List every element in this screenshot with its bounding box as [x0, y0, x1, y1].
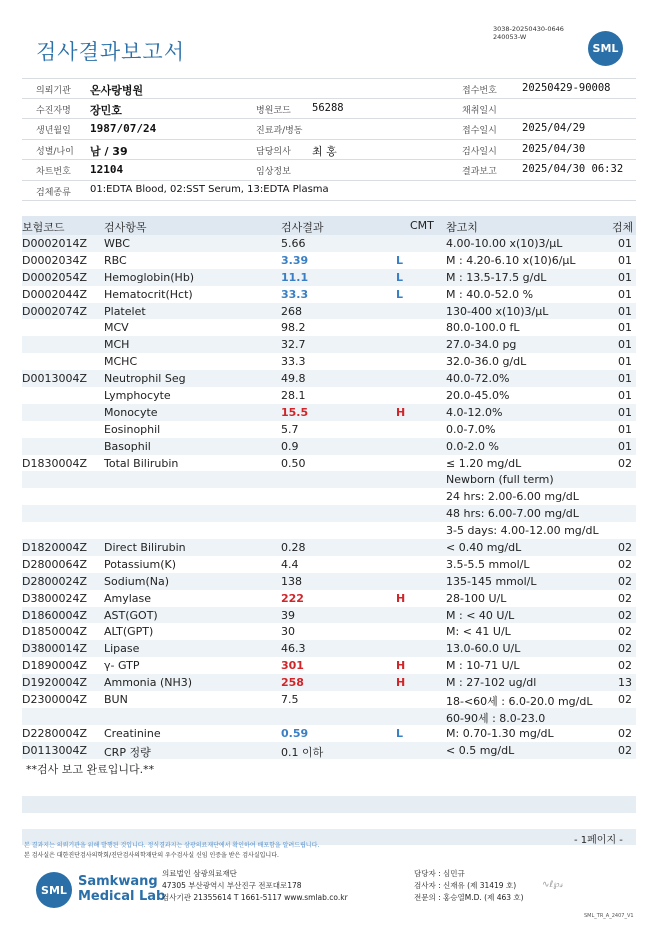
cell-test-name: Platelet [104, 304, 146, 318]
results-table [22, 216, 636, 776]
receipt-date-label: 접수일시 [462, 126, 497, 136]
footer-address [162, 868, 348, 904]
patient-label: 수진자명 [36, 105, 71, 116]
test-date-value: 2025/04/30 [522, 142, 586, 155]
brand-line2: Medical Lab [78, 889, 166, 904]
notice-line2: 본 검사실은 대한진단검사의학회/진단검사의학재단의 우수검사실 신임 인증을 받은 검사실입니다. [24, 852, 279, 859]
cell-code: D2300004Z [22, 693, 87, 707]
cell-flag: H [396, 405, 406, 419]
cell-reference: 28-100 U/L [446, 591, 507, 605]
header-name: 검사항목 [104, 221, 147, 234]
cell-result: 49.8 [281, 372, 306, 386]
cell-reference: 135-145 mmol/L [446, 574, 537, 588]
cell-specimen: 01 [618, 287, 632, 301]
cell-specimen: 02 [618, 625, 632, 639]
cell-specimen: 01 [618, 237, 632, 250]
hospital-label: 의뢰기관 [36, 86, 71, 96]
dept-label: 진료과/병동 [256, 126, 303, 136]
cell-specimen: 02 [618, 591, 632, 605]
cell-specimen: 01 [618, 372, 632, 386]
cell-reference: 20.0-45.0% [446, 389, 510, 403]
cell-specimen: 01 [618, 253, 632, 267]
birth-value: 1987/07/24 [90, 122, 157, 135]
table-row [22, 640, 636, 657]
cell-test-name: Creatinine [104, 726, 161, 740]
cell-code: D2800024Z [22, 574, 87, 588]
cell-code: D1820004Z [22, 541, 87, 555]
cell-reference: 130-400 x(10)3/μL [446, 304, 549, 318]
cell-code: D0002054Z [22, 270, 87, 284]
cell-specimen: 13 [618, 676, 632, 690]
cell-reference: 40.0-72.0% [446, 372, 510, 386]
cell-result: 258 [281, 676, 304, 690]
specimen-label: 검체종류 [36, 187, 71, 198]
cell-test-name: AST(GOT) [104, 608, 158, 622]
cell-test-name: Lymphocyte [104, 389, 171, 403]
table-row [22, 421, 636, 438]
cell-result: 98.2 [281, 321, 306, 335]
cell-result: 39 [281, 608, 295, 622]
header-cmt: CMT [410, 219, 434, 232]
cell-result: 28.1 [281, 389, 306, 403]
cell-test-name: Eosinophil [104, 422, 161, 436]
table-row [22, 759, 636, 776]
cell-reference: 4.00-10.00 x(10)3/μL [446, 237, 563, 250]
cell-code: D1920004Z [22, 676, 87, 690]
cell-code: D1860004Z [22, 608, 87, 622]
cell-reference: 13.0-60.0 U/L [446, 642, 521, 656]
cell-specimen: 01 [618, 270, 632, 284]
hospital-value: 온사랑병원 [90, 84, 144, 97]
cell-test-name: ALT(GPT) [104, 625, 154, 639]
cell-code: **검사 보고 완료입니다.** [26, 762, 155, 776]
table-row [22, 286, 636, 303]
cell-code: D1890004Z [22, 659, 87, 673]
cell-result: 33.3 [281, 287, 309, 301]
report-time-label: 결과보고 [462, 167, 497, 177]
cell-code: D0013004Z [22, 372, 87, 386]
document-code [493, 25, 564, 41]
cell-specimen: 02 [618, 659, 632, 673]
staff-line2: 검사자 : 신재유 (제 31419 호) [414, 881, 517, 890]
cell-reference: M : 27-102 ug/dl [446, 676, 537, 690]
footer-brand [78, 874, 165, 904]
footer-staff [414, 868, 524, 904]
cell-flag: H [396, 659, 406, 673]
specimen-value: 01:EDTA Blood, 02:SST Serum, 13:EDTA Plasma [90, 183, 329, 195]
table-row [22, 404, 636, 421]
cell-specimen: 01 [618, 439, 632, 453]
cell-result: 0.1 이하 [281, 745, 324, 759]
cell-test-name: Lipase [104, 642, 140, 656]
hospital-code-value: 56288 [312, 101, 344, 114]
cell-reference: M: < 41 U/L [446, 625, 511, 639]
staff-line1: 담당자 : 심민규 [414, 869, 465, 878]
table-row [22, 539, 636, 556]
table-row [22, 488, 636, 505]
cell-test-name: Hematocrit(Hct) [104, 287, 193, 301]
header-spec: 검체 [612, 221, 634, 234]
header-ref: 참고치 [446, 221, 478, 234]
cell-flag: H [396, 591, 406, 605]
cell-result: 32.7 [281, 338, 306, 352]
table-row [22, 573, 636, 590]
cell-flag: L [396, 270, 404, 284]
cell-code: D0002034Z [22, 253, 87, 267]
table-row [22, 674, 636, 691]
footer-sml-logo [36, 872, 72, 908]
cell-reference: 4.0-12.0% [446, 405, 503, 419]
cell-test-name: RBC [104, 253, 127, 267]
cell-reference: 0.0-7.0% [446, 422, 496, 436]
info-row-specimen [22, 181, 636, 202]
cell-test-name: BUN [104, 693, 128, 707]
notice-line1: 본 결과지는 의뢰기관을 위해 발행된 것입니다. 정식결과지는 삼광의료재단에서 확인하여 배포함을 알려드립니다. [24, 842, 320, 849]
doctor-value: 최 홍 [312, 144, 337, 158]
cell-test-name: CRP 정량 [104, 745, 151, 759]
document-code-line1: 3038-20250430-0646 [493, 25, 564, 33]
table-row [22, 607, 636, 624]
table-row [22, 319, 636, 336]
cell-test-name: Hemoglobin(Hb) [104, 270, 195, 284]
cell-reference: M : 10-71 U/L [446, 659, 520, 673]
cell-specimen: 01 [618, 389, 632, 403]
cell-specimen: 02 [618, 456, 632, 470]
table-row [22, 471, 636, 488]
patient-value: 장민호 [90, 103, 122, 117]
cell-test-name: Total Bilirubin [104, 456, 179, 470]
cell-test-name: Basophil [104, 439, 151, 453]
table-row [22, 303, 636, 320]
cell-reference: Newborn (full term) [446, 473, 554, 487]
address-line2: 47305 부산광역시 부산진구 전포대로178 [162, 881, 302, 890]
cell-result: 0.50 [281, 456, 306, 470]
table-row [22, 336, 636, 353]
info-row-chart [22, 160, 636, 181]
cell-code: D0002044Z [22, 287, 87, 301]
cell-code: D3800014Z [22, 642, 87, 656]
cell-reference: 0.0-2.0 % [446, 439, 499, 453]
cell-code: D0113004Z [22, 743, 87, 757]
cell-test-name: Monocyte [104, 405, 158, 419]
cell-reference: 27.0-34.0 pg [446, 338, 517, 352]
cell-specimen: 02 [618, 557, 632, 571]
table-row [22, 387, 636, 404]
cell-specimen: 02 [618, 642, 632, 656]
table-row [22, 623, 636, 640]
cell-reference: M : 4.20-6.10 x(10)6/μL [446, 253, 576, 267]
chart-label: 차트번호 [36, 167, 71, 177]
cell-reference: M : 13.5-17.5 g/dL [446, 270, 547, 284]
cell-test-name: Amylase [104, 591, 152, 605]
cell-flag: L [396, 726, 404, 740]
cell-result: 222 [281, 591, 304, 605]
table-header [22, 216, 636, 235]
staff-line3: 전문의 : 홍승열M.D. (제 463 호) [414, 893, 524, 902]
cell-result: 5.7 [281, 422, 299, 436]
sml-logo-text: SML [592, 42, 619, 55]
info-row-birth [22, 119, 636, 140]
cell-result: 4.4 [281, 557, 299, 571]
table-row [22, 522, 636, 539]
report-time-value: 2025/04/30 06:32 [522, 163, 624, 175]
table-row [22, 455, 636, 472]
cell-flag: L [396, 253, 404, 267]
table-row [22, 691, 636, 708]
cell-reference: 60-90세 : 8.0-23.0 [446, 711, 546, 725]
cell-test-name: Neutrophil Seg [104, 372, 186, 386]
sml-logo [588, 31, 623, 66]
cell-test-name: Potassium(K) [104, 557, 177, 571]
cell-test-name: MCV [104, 321, 129, 335]
cell-specimen: 02 [618, 574, 632, 588]
cell-result: 0.9 [281, 439, 299, 453]
address-line3: 검사기관 21355614 T 1661-5117 www.smlab.co.kr [162, 893, 348, 902]
header-code: 보험코드 [22, 221, 65, 234]
birth-label: 생년월일 [36, 126, 71, 136]
cell-specimen: 01 [618, 355, 632, 369]
table-row [22, 235, 636, 252]
cell-specimen: 01 [618, 321, 632, 335]
hospital-code-label: 병원코드 [256, 105, 291, 116]
cell-specimen: 02 [618, 608, 632, 622]
patient-info [22, 78, 636, 201]
table-row [22, 438, 636, 455]
cell-reference: 3.5-5.5 mmol/L [446, 557, 530, 571]
sexage-label: 성별/나이 [36, 146, 74, 157]
cell-specimen: 01 [618, 422, 632, 436]
cell-reference: 18-<60세 : 6.0-20.0 mg/dL [446, 695, 593, 709]
table-row [22, 657, 636, 674]
clinical-label: 임상정보 [256, 167, 291, 177]
cell-code: D3800024Z [22, 591, 87, 605]
receipt-date-value: 2025/04/29 [522, 122, 586, 134]
cell-specimen: 02 [618, 693, 632, 707]
table-row [22, 708, 636, 725]
cell-specimen: 02 [618, 726, 632, 740]
receipt-no-label: 접수번호 [462, 86, 497, 96]
info-row-hospital [22, 78, 636, 99]
cell-result: 3.39 [281, 253, 309, 267]
cell-result: 138 [281, 574, 302, 588]
cell-code: D1830004Z [22, 456, 87, 470]
cell-result: 15.5 [281, 405, 309, 419]
cell-code: D0002014Z [22, 237, 87, 250]
cell-result: 7.5 [281, 693, 299, 707]
cell-result: 5.66 [281, 237, 306, 250]
table-row [22, 742, 636, 759]
cell-reference: < 0.5 mg/dL [446, 743, 515, 757]
cell-reference: < 0.40 mg/dL [446, 541, 522, 555]
cell-specimen: 01 [618, 405, 632, 419]
cell-test-name: MCHC [104, 355, 138, 369]
table-row [22, 252, 636, 269]
cell-result: 11.1 [281, 270, 309, 284]
cell-reference: M : < 40 U/L [446, 608, 515, 622]
table-body [22, 235, 636, 776]
cell-test-name: Direct Bilirubin [104, 541, 186, 555]
table-row [22, 269, 636, 286]
table-row [22, 556, 636, 573]
cell-reference: M: 0.70-1.30 mg/dL [446, 726, 554, 740]
cell-reference: 24 hrs: 2.00-6.00 mg/dL [446, 490, 579, 504]
address-line1: 의료법인 삼광의료재단 [162, 869, 237, 878]
report-notice [24, 841, 319, 861]
test-date-label: 검사일시 [462, 146, 497, 157]
table-row [22, 370, 636, 387]
cell-specimen: 02 [618, 743, 632, 757]
cell-result: 0.59 [281, 726, 309, 740]
cell-result: 268 [281, 304, 302, 318]
cell-result: 30 [281, 625, 295, 639]
cell-code: D0002074Z [22, 304, 87, 318]
sexage-value: 남 / 39 [90, 144, 128, 158]
info-row-sexage [22, 140, 636, 161]
brand-line1: Samkwang [78, 874, 158, 889]
table-row [22, 725, 636, 742]
footer-logo-text: SML [41, 883, 67, 897]
cell-code: D1850004Z [22, 625, 87, 639]
cell-reference: 48 hrs: 6.00-7.00 mg/dL [446, 507, 579, 521]
cell-reference: 3-5 days: 4.00-12.00 mg/dL [446, 524, 599, 538]
cell-test-name: Ammonia (NH3) [104, 676, 193, 690]
report-title: 검사결과보고서 [36, 40, 186, 64]
cell-specimen: 01 [618, 304, 632, 318]
cell-test-name: WBC [104, 237, 130, 250]
cell-specimen: 02 [618, 541, 632, 555]
empty-band [22, 796, 636, 813]
cell-reference: 80.0-100.0 fL [446, 321, 520, 335]
doctor-label: 담당의사 [256, 146, 291, 157]
table-row [22, 505, 636, 522]
table-row [22, 590, 636, 607]
cell-specimen: 01 [618, 338, 632, 352]
cell-test-name: γ- GTP [104, 659, 140, 673]
table-row [22, 353, 636, 370]
page-number: - 1페이지 - [574, 835, 623, 846]
cell-flag: L [396, 287, 404, 301]
cell-reference: 32.0-36.0 g/dL [446, 355, 527, 369]
info-row-patient [22, 99, 636, 120]
cell-code: D2280004Z [22, 726, 87, 740]
form-code: SML_TR_A_2407_V1 [584, 913, 634, 919]
cell-reference: M : 40.0-52.0 % [446, 287, 534, 301]
document-code-line2: 240053-W [493, 33, 527, 41]
cell-result: 301 [281, 659, 304, 673]
cell-result: 46.3 [281, 642, 306, 656]
cell-test-name: Sodium(Na) [104, 574, 169, 588]
cell-result: 0.28 [281, 541, 306, 555]
cell-reference: ≤ 1.20 mg/dL [446, 456, 522, 470]
chart-value: 12104 [90, 163, 124, 176]
signature-image: ∿ℓ℘𝓈 [542, 880, 563, 890]
collect-date-label: 채취일시 [462, 105, 497, 116]
cell-result: 33.3 [281, 355, 306, 369]
header-result: 검사결과 [281, 221, 324, 234]
receipt-no-value: 20250429-90008 [522, 82, 611, 94]
cell-code: D2800064Z [22, 557, 87, 571]
cell-flag: H [396, 676, 406, 690]
cell-test-name: MCH [104, 338, 130, 352]
